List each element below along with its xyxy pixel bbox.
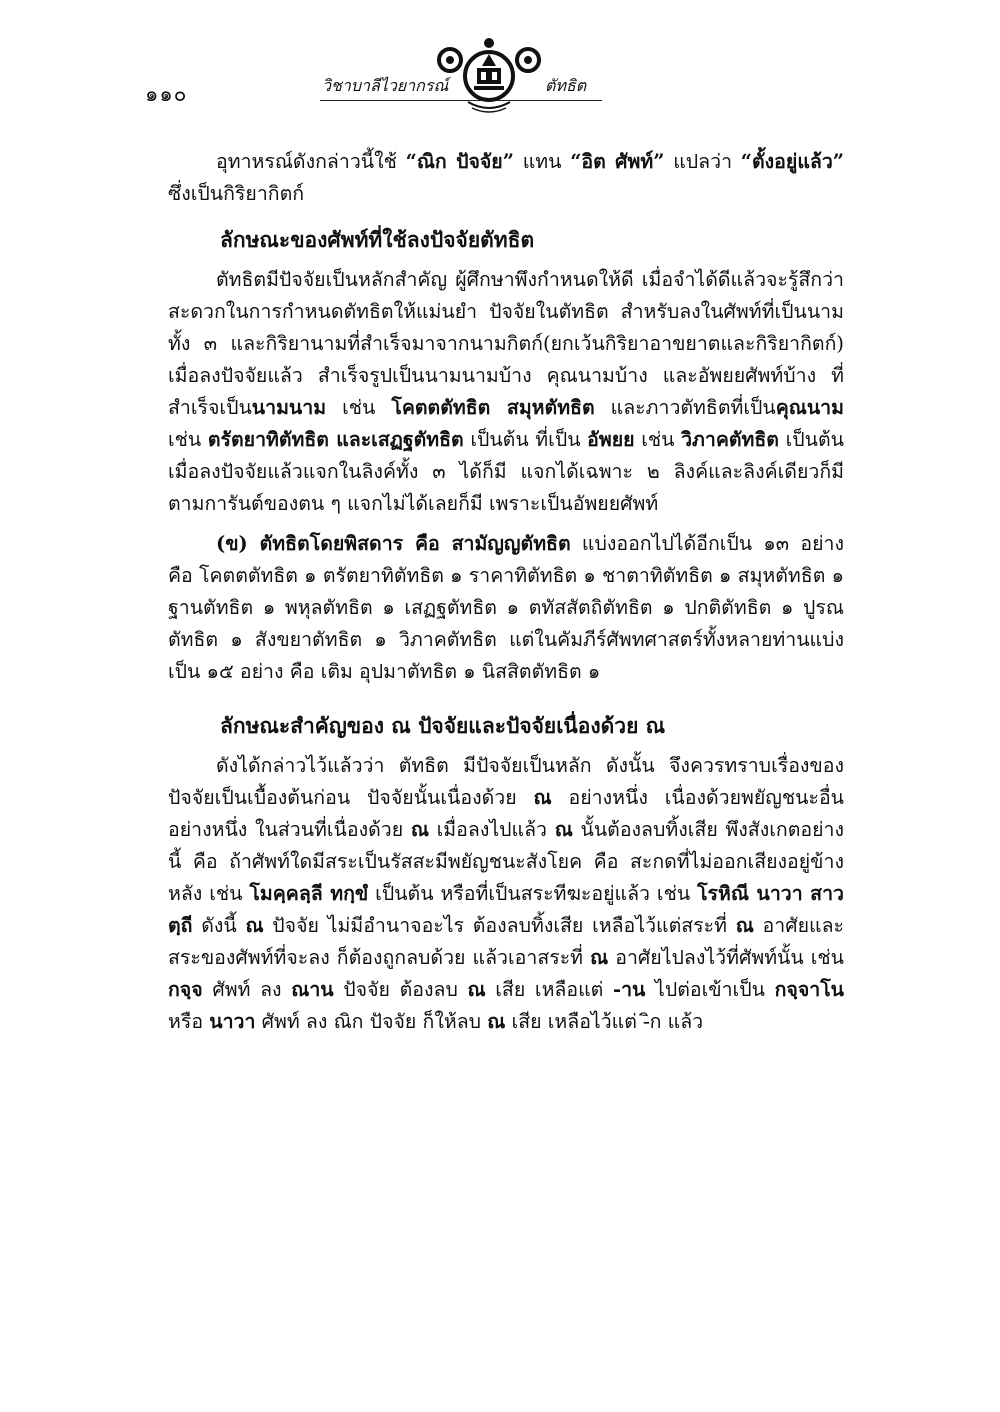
text-bold: ณ [245, 914, 264, 937]
text: เป็นต้น หรือที่เป็นสระทีฆะอยู่แล้ว เช่น [368, 882, 698, 905]
chapter-title: ตัทธิต [545, 76, 587, 95]
text: แทน [513, 150, 571, 173]
text: อย่างหนึ่ง เนื่องด้วยพยัญชนะอื่นอย่างหนึ่ง ในส่วนที่เนื่องด้วย [168, 786, 844, 841]
text-bold: กจฺจาโน [774, 978, 845, 1001]
text: เป็นต้น เมื่อลงปัจจัยแล้วแจกในลิงค์ทั้ง ๓ ได้ก็มี แจกได้เฉพาะ ๒ ลิงค์และลิงค์เดียวก็มี ตามการันต์ของตน ๆ แจกไม่ได้เลยก็มี เพราะเป็นอัพยยศัพท์ [168, 428, 844, 515]
text: หรือ [168, 1010, 210, 1033]
text-bold: อัพยย [587, 428, 635, 451]
book-title: วิชาบาลีไวยากรณ์ [322, 76, 449, 95]
text-bold: วิภาคตัทธิต [681, 428, 779, 451]
text: ปัจจัย ต้องลบ [333, 978, 468, 1001]
text-bold: ณ [590, 946, 609, 969]
text-bold: โคตตตัทธิต สมุหตัทธิต [391, 396, 595, 419]
text-bold: โรหิณี นาวา สาวตฺถี [168, 882, 844, 937]
text: เสีย เหลือไว้แต่ [505, 1010, 644, 1033]
paragraph-2 [168, 264, 844, 520]
text-bold: “ตั้งอยู่แล้ว” [740, 150, 845, 173]
text: เสีย เหลือแต่ [485, 978, 613, 1001]
text-bold: ณ [410, 818, 429, 841]
text-bold: กจฺจ [168, 978, 203, 1001]
text-bold: โมคฺคลฺลี ทกฺขํ [249, 882, 369, 905]
text: เช่น [168, 428, 208, 451]
text: -ิก [643, 1010, 662, 1033]
page-body [168, 146, 844, 1038]
text-bold: ณ [735, 914, 754, 937]
text-bold: นาวา [209, 1010, 256, 1033]
page-number: ๑๑๐ [145, 82, 188, 106]
text: เป็นต้น ที่เป็น [463, 428, 588, 451]
text: เช่น [326, 396, 392, 419]
text: อุทาหรณ์ดังกล่าวนี้ใช้ [216, 150, 406, 173]
text: ศัพท์ ลง [202, 978, 292, 1001]
text: เมื่อลงไปแล้ว [428, 818, 555, 841]
text: ศัพท์ ลง ณิก ปัจจัย ก็ให้ลบ [255, 1010, 488, 1033]
text: แบ่งออกไปได้อีกเป็น ๑๓ อย่าง คือ โคตตตัทธิต ๑ ตรัตยาทิตัทธิต ๑ ราคาทิตัทธิต ๑ ชาตาทิตัทธิต ๑ สมุหตัทธิต ๑ ฐานตัทธิต ๑ พหุลตัทธิต ๑ เสฏฐตัทธิต ๑ ตทัสสัตถิตัทธิต ๑ ปกติตัทธิต ๑ ปูรณตัทธิต ๑ สังขยาตัทธิต ๑ วิภาคตัทธิต แต่ในคัมภีร์ศัพทศาสตร์ทั้งหลายท่านแบ่งเป็น ๑๕ อย่าง คือ เติม อุปมาตัทธิต ๑ นิสสิตตัทธิต ๑ [168, 532, 844, 683]
text-bold: “อิต ศัพท์” [570, 150, 665, 173]
text: อาศัยไปลงไว้ที่ศัพท์นั้น เช่น [608, 946, 844, 969]
section-heading-2: ลักษณะสำคัญของ ณ ปัจจัยและปัจจัยเนื่องด้วย ณ [220, 713, 666, 738]
text: นั้นต้องลบทิ้งเสีย พึงสังเกตอย่างนี้ คือ ถ้าศัพท์ใดมีสระเป็นรัสสะมีพยัญชนะสังโยค คือ สะกดที่ไม่ออกเสียงอยู่ข้างหลัง เช่น [168, 818, 844, 905]
page-header [0, 0, 1000, 140]
text: ซึ่งเป็นกิริยากิตก์ [168, 182, 305, 205]
text-bold: ณ [554, 818, 573, 841]
text: ปัจจัย ไม่มีอำนาจอะไร ต้องลบทิ้งเสีย เหลือไว้แต่สระที่ [263, 914, 736, 937]
emblem-icon [434, 36, 544, 116]
text-bold: -าน [613, 978, 646, 1001]
text: แล้ว [661, 1010, 704, 1033]
text: ไปต่อเข้าเป็น [645, 978, 775, 1001]
text-bold: ณาน [291, 978, 334, 1001]
text-bold: ตรัตยาทิตัทธิต และเสฏฐตัทธิต [207, 428, 464, 451]
text-bold: ณ [533, 786, 552, 809]
paragraph-4 [168, 750, 844, 1038]
text: ดังได้กล่าวไว้แล้วว่า ตัทธิต มีปัจจัยเป็นหลัก ดังนั้น จึงควรทราบเรื่องของปัจจัยเป็นเบื้องต้นก่อน ปัจจัยนั้นเนื่องด้วย [168, 754, 844, 809]
text: และภาวตัทธิตที่เป็น [594, 396, 776, 419]
section-heading-1: ลักษณะของศัพท์ที่ใช้ลงปัจจัยตัทธิต [220, 227, 535, 252]
text: ดังนี้ [192, 914, 246, 937]
text: แปลว่า [664, 150, 741, 173]
paragraph-3 [168, 528, 844, 688]
text: ตัทธิตมีปัจจัยเป็นหลักสำคัญ ผู้ศึกษาพึงกำหนดให้ดี เมื่อจำได้ดีแล้วจะรู้สึกว่าสะดวกในการกำหนดตัทธิตให้แม่นยำ ปัจจัยในตัทธิต สำหรับลงในศัพท์ที่เป็นนามทั้ง ๓ และกิริยานามที่สำเร็จมาจากนามกิตก์(ยกเว้นกิริยาอาขยาตและกิริยากิตก์) เมื่อลงปัจจัยแล้ว สำเร็จรูปเป็นนามนามบ้าง คุณนามบ้าง และอัพยยศัพท์บ้าง ที่สำเร็จเป็น [168, 268, 844, 419]
text: อาศัยและสระของศัพท์ที่จะลง ก็ต้องถูกลบด้วย แล้วเอาสระที่ [168, 914, 844, 969]
text-bold: ณ [487, 1010, 506, 1033]
text-bold: “ณิก ปัจจัย” [405, 150, 514, 173]
text: เช่น [634, 428, 682, 451]
text-bold: (ข) ตัทธิตโดยพิสดาร คือ สามัญญตัทธิต [216, 532, 571, 555]
text-bold: ณ [467, 978, 486, 1001]
paragraph-1 [168, 146, 844, 210]
text-bold: คุณนาม [775, 396, 844, 419]
text-bold: นามนาม [251, 396, 327, 419]
